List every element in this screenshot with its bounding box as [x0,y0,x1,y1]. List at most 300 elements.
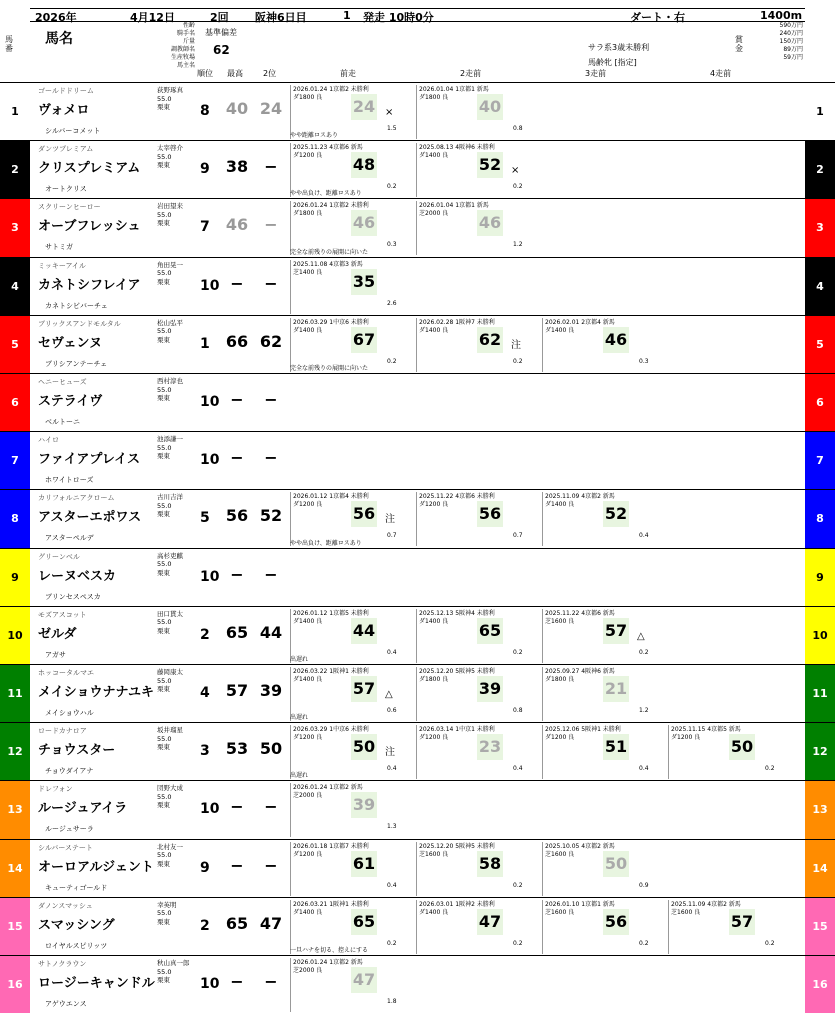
horse-row[interactable] [0,489,835,547]
race-score: 46 [477,210,503,236]
race-margin: 0.9 [639,881,649,889]
best-score: 40 [225,99,249,118]
horse-name[interactable]: ゼルダ [38,626,77,642]
past-race-cell[interactable] [416,318,538,372]
race-course: ダ1800 良 [419,676,449,683]
horse-row[interactable] [0,431,835,489]
race-course: ダ1800 良 [293,94,323,101]
rank-value: 10 [200,976,220,992]
horse-row[interactable] [0,82,835,140]
second-score: − [264,273,278,293]
second-score: − [264,215,278,235]
horse-sire: ホッコータルマエ [38,669,94,677]
horse-name[interactable]: ヴォメロ [38,103,90,118]
past-race-cell[interactable] [542,900,664,954]
second-score: − [264,390,278,409]
horse-name[interactable]: ステライヴ [38,394,103,409]
horse-name[interactable]: ファイアプレイス [38,452,141,468]
jockey-info [157,319,197,345]
second-score: − [264,564,278,584]
race-margin: 0.4 [387,648,397,656]
base-label: 基準偏差 [205,28,237,37]
past-race-cell[interactable] [416,609,538,663]
jockey-name[interactable]: 藤岡康太 [157,668,183,676]
waku-number-left: 14 [0,840,30,897]
race-date: 2026.01.24 1京都2 新馬 [293,959,363,966]
rank-value: 8 [200,103,210,119]
past-race-cell[interactable] [542,667,664,721]
race-date: 4月12日 [130,11,175,24]
best-score: − [230,390,244,409]
race-distance: 1400m [760,9,803,22]
race-course: 芝2000 良 [293,967,323,974]
race-title-bar [30,8,805,22]
legend-weight: 斤量 [182,38,195,45]
best-score: 56 [225,506,249,526]
prize-list [770,22,803,62]
waku-number-left: 3 [0,199,30,256]
race-course: ダ1800 良 [419,94,449,101]
horse-name[interactable]: レーヌベスカ [38,568,117,584]
race-margin: 0.2 [387,939,397,947]
second-score: 44 [259,622,283,642]
horse-dam: ベルトーニ [45,418,80,426]
rank-value: 10 [200,568,220,585]
rank-value: 9 [200,161,210,178]
jockey-name[interactable]: 岩田望来 [157,202,183,211]
past-race-cell[interactable] [290,783,412,837]
best-score: 38 [225,157,249,177]
past-race-cell[interactable] [290,842,412,896]
horse-name[interactable]: オーブフレッシュ [38,219,141,235]
horse-row[interactable] [0,548,835,606]
race-score: 52 [477,152,503,178]
race-mark: × [511,165,520,177]
horse-dam: アガサ [45,650,66,659]
race-margin: 0.2 [639,939,649,947]
race-date: 2026.03.01 1阪神2 未勝利 [419,900,495,908]
best-score: 65 [225,913,249,933]
horse-name[interactable]: メイショウナナユキ [38,685,154,700]
horse-name[interactable]: クリスプレミアム [38,161,141,177]
horse-sire: モズアスコット [38,610,87,619]
rank-value: 10 [200,277,220,294]
race-score: 52 [603,501,629,527]
prize-5: 59万円 [783,54,803,61]
race-date: 2025.11.22 4京都6 未勝利 [419,493,495,501]
horse-dam: ブリンセスペスカ [45,592,101,601]
race-date: 2025.09.27 4阪神6 新馬 [545,668,615,675]
jockey-info [157,202,197,228]
carried-weight: 55.0 [157,618,172,627]
horse-name[interactable]: カネトシフレイア [38,277,141,293]
horse-sire: ダノンスマッシュ [38,901,93,910]
past-race-cell[interactable] [416,667,538,721]
jockey-name[interactable]: 角田晃一 [157,260,183,269]
race-comment: 出遅れ [290,655,309,663]
waku-number-right: 12 [805,723,835,780]
race-date: 2025.11.08 4京都3 新馬 [293,260,363,268]
rank-value: 7 [200,219,210,236]
race-score: 62 [477,327,503,353]
waku-number-right: 14 [805,840,835,897]
race-margin: 1.2 [639,707,649,714]
horse-row[interactable] [0,897,835,955]
jockey-name[interactable]: 北村友一 [157,842,183,851]
race-course: ダ1200 良 [545,734,575,742]
jockey-name[interactable]: 古川吉洋 [157,493,183,502]
waku-number-right: 16 [805,956,835,1013]
past-race-cell[interactable] [290,667,412,721]
rank-value: 1 [200,335,210,352]
waku-number-right: 4 [805,258,835,315]
race-score: 23 [477,734,503,760]
race-course: ダ1400 良 [293,326,323,334]
jockey-info [157,377,197,403]
race-margin: 1.5 [387,125,397,132]
race-date: 2026.01.10 1京都1 新馬 [545,900,615,908]
horse-sire: シルバーステート [38,843,93,852]
race-course: ダ1800 良 [293,210,323,218]
past-race-cell[interactable] [416,900,538,954]
waku-number-right: 9 [805,549,835,606]
stable: 栗東 [157,103,170,111]
jockey-info [157,668,197,694]
jockey-name[interactable]: 太宰啓介 [157,144,183,153]
col-prev3: 3走前 [585,69,607,78]
carried-weight: 55.0 [157,734,172,743]
carried-weight: 55.0 [157,152,172,161]
stable: 栗東 [157,859,170,868]
jockey-name[interactable]: 松山弘平 [157,318,183,327]
past-race-cell[interactable] [290,260,412,314]
horse-row[interactable] [0,140,835,198]
race-course: ダ1200 良 [419,734,449,742]
horse-row[interactable] [0,664,835,722]
col-second: 2位 [263,69,277,78]
past-race-cell[interactable] [668,725,790,779]
horse-name[interactable]: チョウスター [38,743,116,759]
past-race-cell[interactable] [416,492,538,546]
col-name: 馬名 [45,31,73,47]
race-score: 40 [477,94,503,120]
horse-name[interactable]: セヴェンヌ [38,335,102,351]
race-date: 2025.11.23 4京都6 新馬 [293,144,363,152]
race-margin: 0.7 [387,532,397,540]
horse-name[interactable]: アスターエポワス [38,510,142,526]
horse-name[interactable]: ロージーキャンドル [38,976,155,991]
legend-trainer: 調教師名 [170,46,195,53]
waku-number-right: 8 [805,490,835,547]
race-date: 2026.01.12 1京都4 未勝利 [293,493,369,501]
waku-number-right: 3 [805,199,835,256]
jockey-info [157,261,197,287]
race-score: 48 [351,152,377,178]
horse-sire: ゴールドドリーム [38,87,94,95]
waku-number-right: 15 [805,898,835,955]
past-race-cell[interactable] [416,85,538,139]
horse-sire: ロードカナロア [38,727,87,736]
race-score: 65 [477,618,503,644]
stable: 栗東 [157,743,170,752]
race-score: 57 [603,618,629,644]
race-venue: 阪神6日目 [255,11,307,24]
race-margin: 0.3 [387,241,397,249]
race-course: ダ1200 良 [419,501,449,509]
past-race-cell[interactable] [416,201,538,255]
rank-value: 10 [200,801,220,818]
past-race-cell[interactable] [668,900,790,954]
horse-row[interactable] [0,257,835,315]
horse-name[interactable]: ルージュアイラ [38,801,128,817]
jockey-info [157,726,197,752]
race-mark: × [385,107,394,118]
horse-dam: ルージュサーラ [45,825,94,834]
race-score: 57 [351,676,377,702]
race-mark: 注 [511,339,521,351]
race-date: 2026.03.14 1中京1 未勝利 [419,726,495,734]
race-margin: 0.8 [513,125,523,132]
rank-value: 5 [200,510,210,527]
race-course: ダ1400 良 [419,617,449,625]
race-conditions: 馬齢牝 [指定] [588,58,637,67]
horse-sire: スクリーンヒーロー [38,203,101,212]
horse-dam: キューティゴールド [45,883,108,892]
race-date: 2025.12.06 5阪神1 未勝利 [545,726,621,734]
race-score: 56 [351,501,377,527]
race-course: 芝1600 良 [671,908,701,916]
waku-number-right: 7 [805,432,835,489]
jockey-name[interactable]: 秋山真一郎 [157,959,190,967]
horse-name[interactable]: スマッシング [38,917,115,933]
race-date: 2026.03.29 1中京6 未勝利 [293,318,369,326]
race-score: 47 [351,967,377,993]
col-prev2: 2走前 [460,69,482,78]
race-score: 50 [603,851,629,877]
best-score: 46 [225,215,249,235]
horse-dam: アスターペルデ [45,534,94,543]
race-comment: 一旦ハナを切る、控えにする [290,946,369,954]
second-score: 52 [259,506,283,526]
waku-number-right: 5 [805,316,835,373]
race-date: 2025.11.15 4京都5 新馬 [671,726,741,734]
col-rank: 順位 [197,69,213,78]
past-race-cell[interactable] [542,725,664,779]
race-score: 39 [351,792,377,818]
race-margin: 0.2 [387,357,397,365]
race-date: 2026.01.24 1京都2 未勝利 [293,86,369,93]
race-margin: 0.4 [387,881,397,889]
past-race-cell[interactable] [542,842,664,896]
carried-weight: 55.0 [157,792,172,801]
race-score: 44 [351,618,377,644]
jockey-name[interactable]: 高杉吏麒 [157,551,183,560]
waku-number-left: 6 [0,374,30,431]
waku-number-left: 13 [0,781,30,838]
past-race-cell[interactable] [542,609,664,663]
waku-number-left: 11 [0,665,30,722]
race-margin: 0.2 [513,648,523,656]
rank-value: 4 [200,685,210,701]
race-margin: 0.2 [765,939,775,947]
race-margin: 0.2 [639,648,649,656]
race-year: 2026年 [35,11,77,24]
horse-row[interactable] [0,722,835,780]
jockey-name[interactable]: 池添謙一 [157,435,183,444]
horse-row[interactable] [0,198,835,256]
stable: 栗東 [157,335,170,344]
past-race-cell[interactable] [290,609,412,663]
race-course: 芝1600 良 [419,850,449,858]
best-score: 53 [225,739,249,759]
jockey-name[interactable]: 坂井瑠星 [157,726,183,735]
race-course: ダ1400 良 [293,908,323,916]
race-score: 61 [351,851,377,877]
race-date: 2026.01.04 1京都1 新馬 [419,86,489,93]
carried-weight: 55.0 [157,676,172,685]
past-race-cell[interactable] [416,143,538,197]
second-score: 47 [259,913,283,933]
jockey-name[interactable]: 幸英明 [157,900,177,909]
horse-dam: アゲウエンス [45,1000,87,1008]
past-race-cell[interactable] [542,318,664,372]
second-score: − [264,797,278,817]
second-score: − [264,448,278,468]
stable: 栗東 [157,801,170,810]
race-margin: 0.4 [639,765,649,773]
horse-dam: ロイヤルスピリッツ [45,941,108,950]
race-score: 56 [603,909,629,935]
horse-dam: ホワイトローズ [45,476,94,485]
horse-dam: チョウダイアナ [45,767,94,776]
past-race-cell[interactable] [290,725,412,779]
race-course: ダ1400 良 [419,152,449,160]
race-comment: 出遅れ [290,772,309,780]
rank-value: 9 [200,859,210,876]
race-date: 2026.03.21 1阪神1 未勝利 [293,900,369,908]
best-score: − [230,972,244,991]
horse-name[interactable]: オーロアルジェント [38,859,154,875]
horse-row[interactable] [0,839,835,897]
carried-weight: 55.0 [157,385,172,394]
stable: 栗東 [157,219,170,228]
race-margin: 0.2 [387,183,397,191]
race-course: ダ1200 良 [293,734,323,742]
race-comment: 完全な前残りの展開に向いた [290,364,369,372]
race-course: 芝2000 良 [419,210,449,218]
past-race-cell[interactable] [416,842,538,896]
second-score: − [264,157,278,177]
horse-row[interactable] [0,955,835,1013]
race-margin: 1.8 [387,998,397,1005]
race-score: 35 [351,269,377,295]
waku-number-left: 9 [0,549,30,606]
rank-value: 3 [200,743,210,760]
race-date: 2025.11.09 4京都2 新馬 [545,493,615,501]
jockey-info [157,784,197,810]
horse-row[interactable] [0,315,835,373]
stable: 栗東 [157,685,170,693]
horse-dam: サトミガ [45,243,73,252]
waku-number-left: 5 [0,316,30,373]
race-score: 51 [603,734,629,760]
race-comment: やや距離ロスあり [290,132,339,140]
base-value: 62 [213,43,230,57]
carried-weight: 55.0 [157,327,172,336]
race-course: 芝1600 良 [545,850,575,858]
second-score: 39 [259,681,283,700]
jockey-name[interactable]: 荻野琢真 [157,86,183,94]
second-score: − [264,855,278,875]
waku-number-right: 10 [805,607,835,664]
legend-sex: 性齢 [182,22,195,29]
race-course: ダ1400 良 [419,908,449,916]
jockey-name[interactable]: 西村淳也 [157,377,183,385]
stable: 栗東 [157,510,170,519]
horse-dam: ブリシアンテーチェ [45,359,108,368]
race-date: 2025.12.13 5阪神4 未勝利 [419,609,495,617]
race-date: 2026.01.12 1京都5 未勝利 [293,609,369,617]
jockey-info [157,901,197,927]
race-margin: 0.7 [513,532,523,540]
carried-weight: 55.0 [157,94,172,103]
jockey-name[interactable]: 団野大成 [157,784,183,793]
race-margin: 0.3 [639,357,649,365]
horse-row[interactable] [0,780,835,838]
stable: 栗東 [157,277,170,286]
race-course: ダ1200 良 [293,850,323,858]
past-race-cell[interactable] [290,958,412,1012]
stable: 栗東 [157,568,170,577]
jockey-name[interactable]: 田口貫太 [157,609,183,618]
best-score: − [230,564,244,584]
jockey-info [157,144,197,170]
carried-weight: 55.0 [157,909,172,918]
waku-number-right: 1 [805,83,835,140]
race-score: 39 [477,676,503,702]
race-course: 芝1600 良 [545,617,575,625]
jockey-info [157,959,197,985]
waku-number-left: 7 [0,432,30,489]
race-score: 24 [351,94,377,120]
rank-value: 2 [200,626,210,643]
race-margin: 0.2 [513,881,523,889]
jockey-info [157,493,197,519]
race-margin: 0.2 [513,183,523,191]
race-comment: やや出負け、距離ロスあり [290,190,362,198]
column-legend [140,22,195,70]
race-margin: 2.6 [387,299,397,307]
stable: 栗東 [157,976,170,984]
race-date: 2026.01.24 1京都2 新馬 [293,784,363,792]
race-margin: 0.2 [513,357,523,365]
waku-number-right: 2 [805,141,835,198]
stable: 栗東 [157,917,170,926]
race-course: ダ1400 良 [419,326,449,334]
race-comment: 完全な前残りの展開に向いた [290,248,369,256]
race-margin: 0.2 [513,939,523,947]
horse-row[interactable] [0,606,835,664]
horse-row[interactable] [0,373,835,431]
waku-number-right: 6 [805,374,835,431]
legend-breeder: 生産牧場 [170,54,195,61]
race-date: 2026.03.29 1中京6 未勝利 [293,726,369,734]
horse-sire: カリフォルニアクローム [38,494,115,503]
past-race-cell[interactable] [542,492,664,546]
col-prev1: 前走 [340,69,356,78]
past-race-cell[interactable] [416,725,538,779]
race-number: 1 [343,9,351,22]
